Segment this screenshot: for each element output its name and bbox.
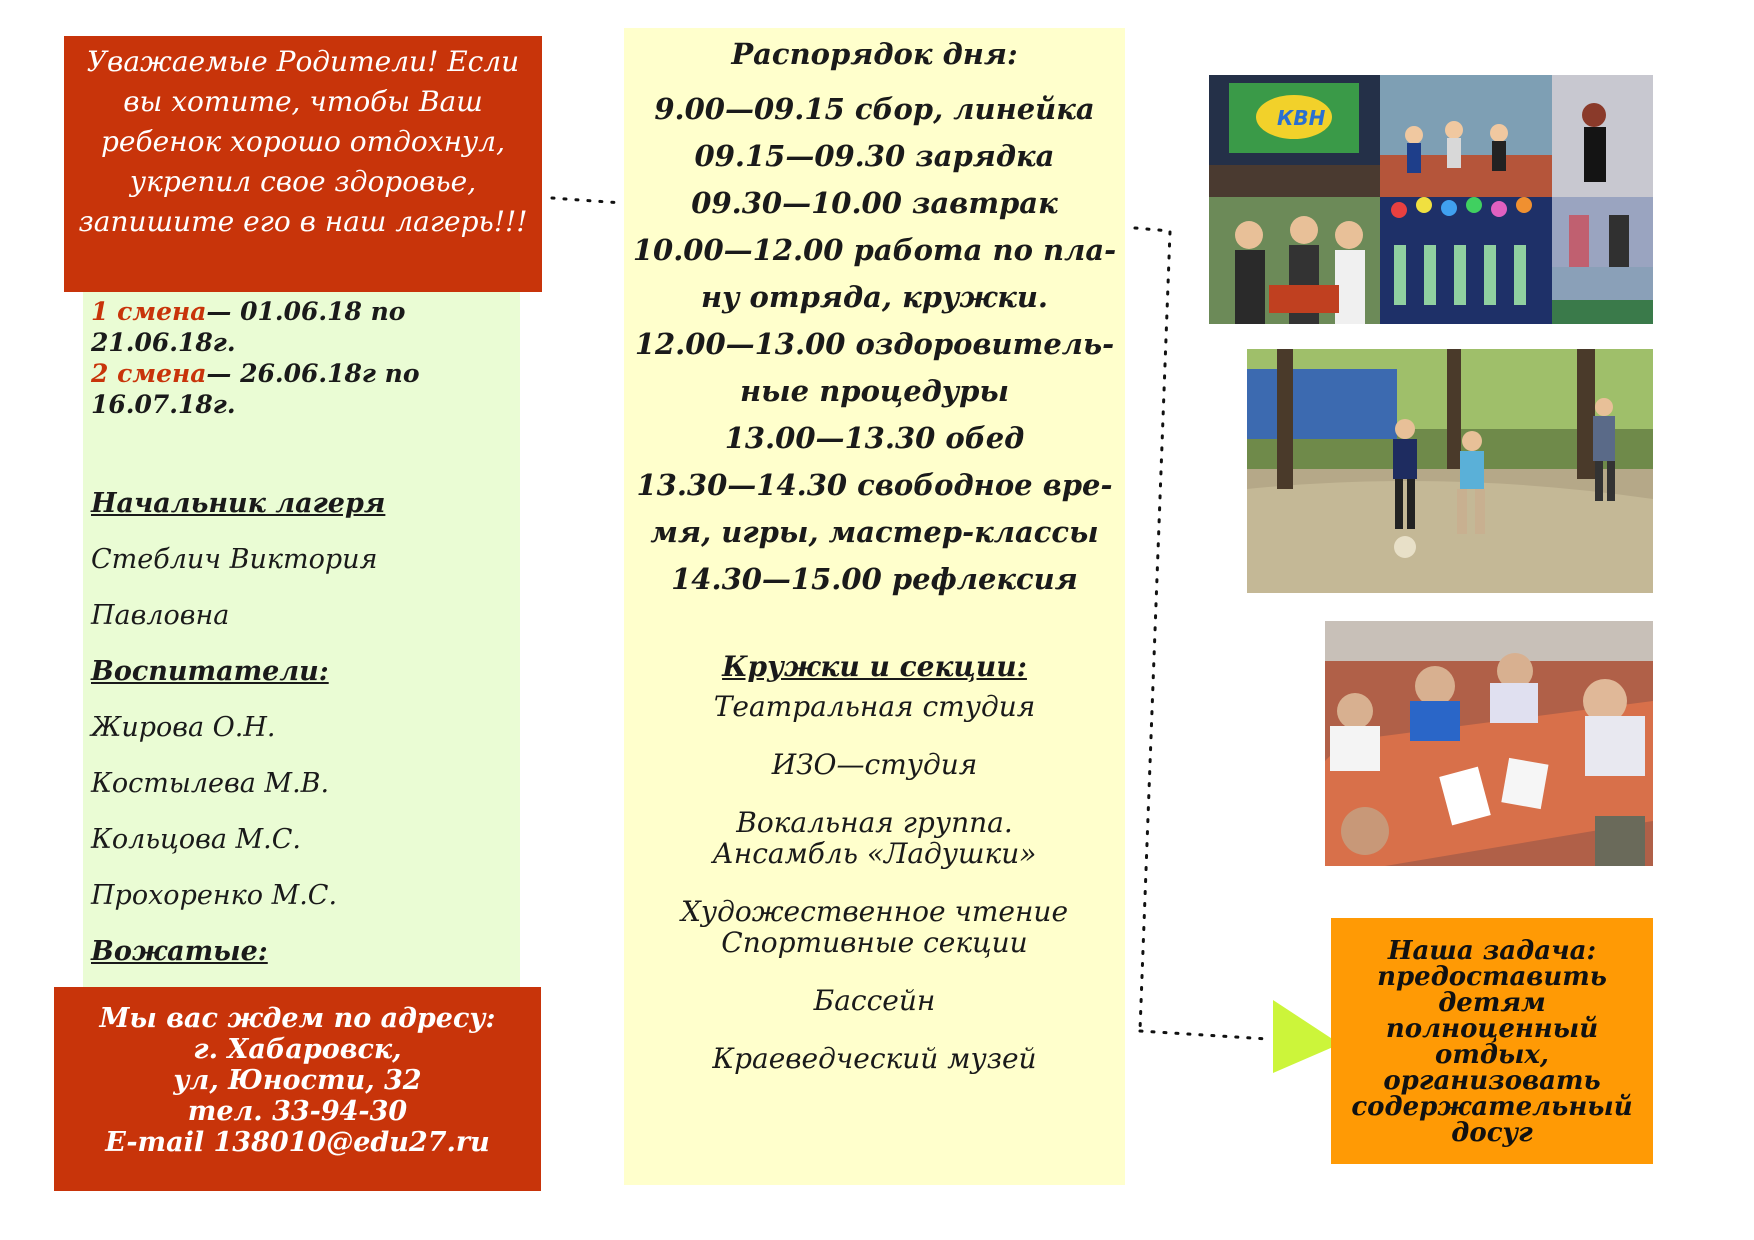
club-line: Бассейн [813, 984, 936, 1017]
mission-line: Наша задача: [1387, 936, 1597, 966]
mission-line: предоставить [1377, 962, 1607, 992]
schedule-item: 13.30—14.30 свободное вре- [636, 468, 1113, 502]
shift-2-dates: — 26.06.18г по 16.07.18г. [91, 359, 420, 419]
schedule-item: 13.00—13.30 обед [724, 421, 1025, 455]
club-line: Краеведческий музей [712, 1042, 1037, 1075]
club-item [624, 896, 1125, 958]
club-line: Художественное чтение [680, 895, 1069, 928]
info-panel [83, 292, 520, 987]
appeal-box [64, 36, 542, 292]
club-item [624, 1043, 1125, 1074]
connector-right-vertical [1140, 232, 1170, 1030]
educator-1: Жирова О.Н. [91, 712, 276, 743]
collage-image [1209, 75, 1653, 324]
address-line-3: ул, Юности, 32 [173, 1065, 422, 1096]
shift-1-dates: — 01.06.18 по 21.06.18г. [91, 297, 406, 357]
schedule-item: 09.30—10.00 завтрак [691, 186, 1058, 220]
mission-line: организовать [1383, 1066, 1601, 1096]
address-line-4: тел. 33-94-30 [187, 1096, 408, 1127]
club-item [624, 985, 1125, 1016]
schedule-item: мя, игры, мастер-классы [650, 515, 1099, 549]
connector-left [552, 198, 622, 203]
photo-football [1247, 349, 1653, 593]
address-box [54, 987, 541, 1191]
mission-box [1331, 918, 1653, 1164]
arrow-icon [1273, 1000, 1340, 1073]
head-name-line2: Павловна [91, 600, 230, 631]
schedule-item: ные процедуры [740, 374, 1009, 408]
schedule-item: 12.00—13.00 оздоровитель- [634, 327, 1115, 361]
club-line: Спортивные секции [721, 926, 1028, 959]
mission-line: досуг [1451, 1118, 1533, 1148]
club-line: Театральная студия [713, 690, 1036, 723]
schedule-list [624, 86, 1125, 603]
educator-2: Костылева М.В. [91, 768, 330, 799]
mission-line: детям [1438, 988, 1546, 1018]
shift-2 [91, 358, 514, 420]
shift-1-name: 1 смена [91, 297, 207, 326]
schedule-item: 09.15—09.30 зарядка [694, 139, 1055, 173]
schedule-item: ну отряда, кружки. [700, 280, 1049, 314]
educator-3: Кольцова М.С. [91, 824, 302, 855]
educator-4: Прохоренко М.С. [91, 880, 338, 911]
clubs-title: Кружки и секции: [722, 650, 1027, 683]
club-line: Ансамбль «Ладушки» [712, 837, 1037, 870]
club-item [624, 749, 1125, 780]
mission-line: полноценный [1385, 1014, 1599, 1044]
classroom-image [1325, 621, 1653, 866]
shift-1 [91, 296, 514, 358]
address-line-1: Мы вас ждем по адресу: [99, 1003, 496, 1034]
schedule-item: 9.00—09.15 сбор, линейка [654, 92, 1095, 126]
collage-kvn-label: КВН [1277, 106, 1326, 130]
head-title: Начальник лагеря [91, 488, 386, 519]
clubs-list [624, 691, 1125, 1074]
address-line-2: г. Хабаровск, [193, 1034, 402, 1065]
mission-line: отдых, [1435, 1040, 1549, 1070]
club-line: Вокальная группа. [736, 806, 1013, 839]
educators-title: Воспитатели: [91, 656, 329, 687]
shift-2-name: 2 смена [91, 359, 207, 388]
club-item [624, 691, 1125, 722]
appeal-text: Уважаемые Родители! Если вы хотите, чтобы Ваш ребенок хорошо отдохнул, укрепил свое здоровье, запишите его в наш лагерь!!! [78, 45, 528, 238]
club-item [624, 807, 1125, 869]
head-name-line1: Стеблич Виктория [91, 544, 378, 575]
schedule-item: 14.30—15.00 рефлексия [671, 562, 1078, 596]
connector-right-bottom [1140, 1031, 1268, 1039]
football-image [1247, 349, 1653, 593]
schedule-panel [624, 28, 1125, 1185]
photo-classroom [1325, 621, 1653, 866]
schedule-title: Распорядок дня: [731, 37, 1018, 71]
schedule-item: 10.00—12.00 работа по пла- [632, 233, 1117, 267]
mission-line: содержательный [1351, 1092, 1633, 1122]
counselors-title: Вожатые: [91, 936, 268, 967]
connector-right-top [1135, 228, 1170, 231]
photo-collage [1209, 75, 1653, 324]
club-line: ИЗО—студия [771, 748, 978, 781]
address-email: E-mail 138010@edu27.ru [105, 1127, 490, 1158]
